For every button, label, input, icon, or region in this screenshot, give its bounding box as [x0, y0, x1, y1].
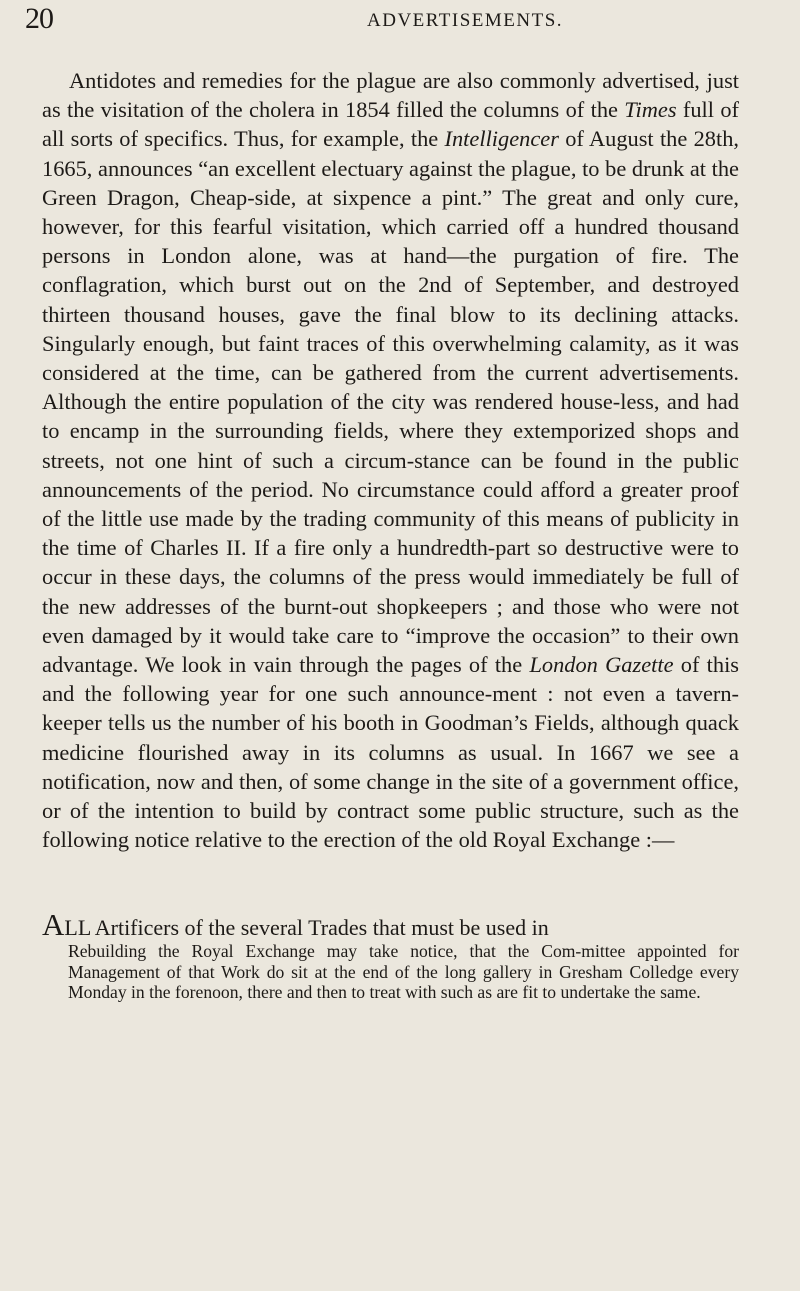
notice-first-line — [42, 907, 739, 942]
notice-body: Rebuilding the Royal Exchange may take notice, that the Com-mittee appointed for Management of that Work do sit at the end of the long gallery in Gresham Colledge every Monday in the forenoon, there and then to treat with such as are fit to undertake the same. — [68, 941, 739, 1002]
quoted-notice — [42, 907, 739, 1003]
body-text — [42, 66, 739, 854]
text-run: full of all sorts of specifics. Thus, for example, the — [42, 97, 739, 152]
text-run: Antidotes and remedies for the plague are also commonly advertised, just as the visitation of the cholera in 1854 filled the columns of the — [42, 68, 739, 123]
paragraph — [42, 66, 739, 854]
newspaper-title-intelligencer: Intelligencer — [444, 126, 559, 152]
running-head — [25, 2, 745, 42]
newspaper-title-times: Times — [624, 97, 677, 123]
text-run: of August the 28th, 1665, announces “an excellent electuary against the plague, to be drunk at the Green Dragon, Cheap-side, at sixpence a pint.” The great and only cure, however, for this fearful visitation, which carried off a hundred thousand persons in London alone, was at hand—the purgation of fire. The conflagration, which burst out on the 2nd of September, and destroyed thirteen thousand houses, gave the final blow to its declining attacks. Singularly enough, but faint traces of this overwhelming calamity, as it was considered at the time, can be gathered from the current advertisements. Although the entire population of the city was rendered house-less, and had to encamp in the surrounding fields, where they extemporized shops and streets, not one hint of such a circum-stance can be found in the public announcements of the period. No circumstance could afford a greater proof of the little use made by the trading community of this means of publicity in the time of Charles II. If a fire only a hundredth-part so destructive were to occur in these days, the columns of the press would immediately be full of the new addresses of the burnt-out shopkeepers ; and those who were not even damaged by it would take care to “improve the occasion” to their own advantage. We look in vain through the pages of the — [42, 126, 739, 678]
text-run: of this and the following year for one such announce-ment : not even a tavern-keeper tells us the number of his booth in Goodman’s Fields, although quack medicine flourished away in its columns as usual. In 1667 we see a notification, now and then, of some change in the site of a government office, or of the intention to build by contract some public structure, such as the following notice relative to the erection of the old Royal Exchange :— — [42, 652, 740, 853]
running-title: ADVERTISEMENTS. — [367, 10, 564, 31]
drop-initial: A — [42, 907, 65, 942]
page-number: 20 — [25, 2, 53, 35]
notice-first-line-text: LL Artificers of the several Trades that must be used in — [64, 915, 549, 940]
newspaper-title-london-gazette: London Gazette — [529, 652, 674, 678]
